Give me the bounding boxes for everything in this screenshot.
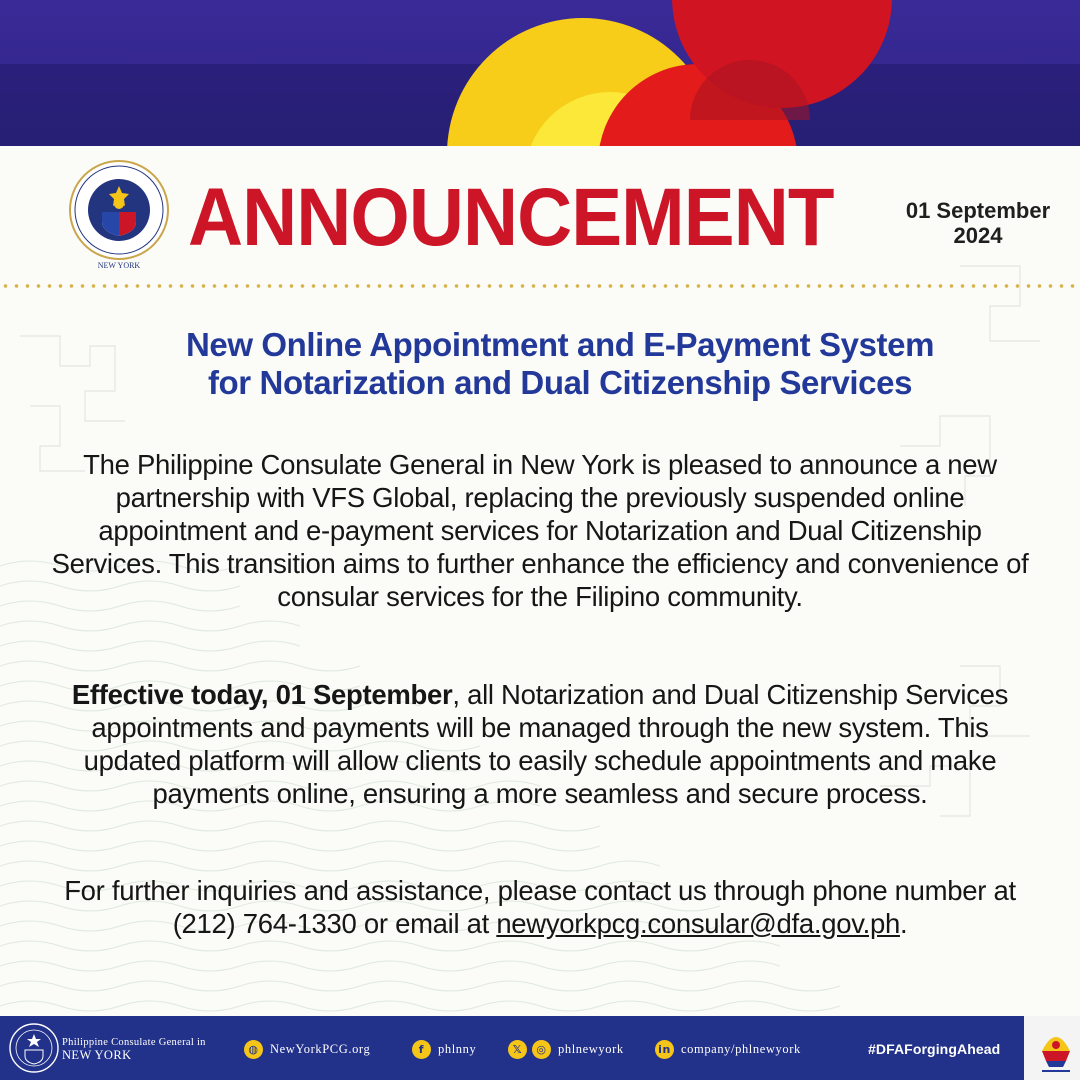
contact-end: .: [899, 908, 908, 939]
footer-bar: [0, 1016, 1080, 1080]
svg-text:NEW YORK: NEW YORK: [97, 261, 141, 270]
dotted-divider: [0, 283, 1080, 289]
footer-x-instagram-label: phlnewyork: [558, 1041, 624, 1056]
top-banner: [0, 0, 1080, 146]
footer-x-instagram[interactable]: [508, 1038, 624, 1060]
globe-icon: ◍: [244, 1040, 263, 1059]
contact-email-link[interactable]: newyorkpcg.consular@dfa.gov.ph: [496, 908, 900, 939]
footer-linkedin-label: company/phlnewyork: [681, 1041, 801, 1056]
subtitle-line-2: for Notarization and Dual Citizenship Services: [207, 364, 913, 401]
subtitle-line-1: New Online Appointment and E-Payment System: [185, 326, 935, 363]
footer-linkedin[interactable]: [655, 1038, 801, 1060]
date-year: 2024: [953, 223, 1003, 248]
footer-org-name: [62, 1036, 237, 1062]
dfa-logo-icon: [1036, 1021, 1076, 1077]
announcement-subtitle: [60, 326, 1060, 402]
footer-website-label: NewYorkPCG.org: [270, 1041, 371, 1056]
facebook-icon: f: [412, 1040, 431, 1059]
footer-seal-icon: [8, 1020, 60, 1076]
x-icon: 𝕏: [508, 1040, 527, 1059]
footer-org-line-2: NEW YORK: [62, 1048, 132, 1062]
paragraph-contact: [40, 874, 1040, 940]
contact-text: For further inquiries and assistance, please contact us through phone number at (212) 764-1330 or email at: [64, 875, 1016, 939]
paragraph-partnership: The Philippine Consulate General in New York is pleased to announce a new partnership with VFS Global, replacing the previously suspended online appointment and e-payment services for Notarization and Dual Citizenship Services. This transition aims to further enhance the efficiency and convenience of consular services for the Filipino community.: [51, 449, 1029, 612]
footer-hashtag: #DFAForgingAhead: [868, 1041, 1001, 1057]
consulate-seal-icon: [68, 156, 170, 274]
paragraph-effective-date: [40, 678, 1040, 810]
linkedin-icon: in: [655, 1040, 674, 1059]
footer-org-line-1: Philippine Consulate General in: [62, 1037, 206, 1048]
announcement-title: ANNOUNCEMENT: [188, 172, 834, 263]
announcement-date: [880, 198, 1076, 248]
effective-date-text: , all Notarization and Dual Citizenship Services appointments and payments will be managed through the new system. This updated platform will allow clients to easily schedule appointments and make payments online, ensuring a more seamless and secure process.: [83, 679, 1009, 809]
footer-facebook-label: phlnny: [438, 1041, 477, 1056]
footer-website[interactable]: [244, 1038, 370, 1060]
effective-date-bold: Effective today, 01 September: [71, 679, 453, 710]
date-day-month: 01 September: [905, 198, 1051, 223]
instagram-icon: ◎: [532, 1040, 551, 1059]
footer-facebook[interactable]: [412, 1038, 476, 1060]
